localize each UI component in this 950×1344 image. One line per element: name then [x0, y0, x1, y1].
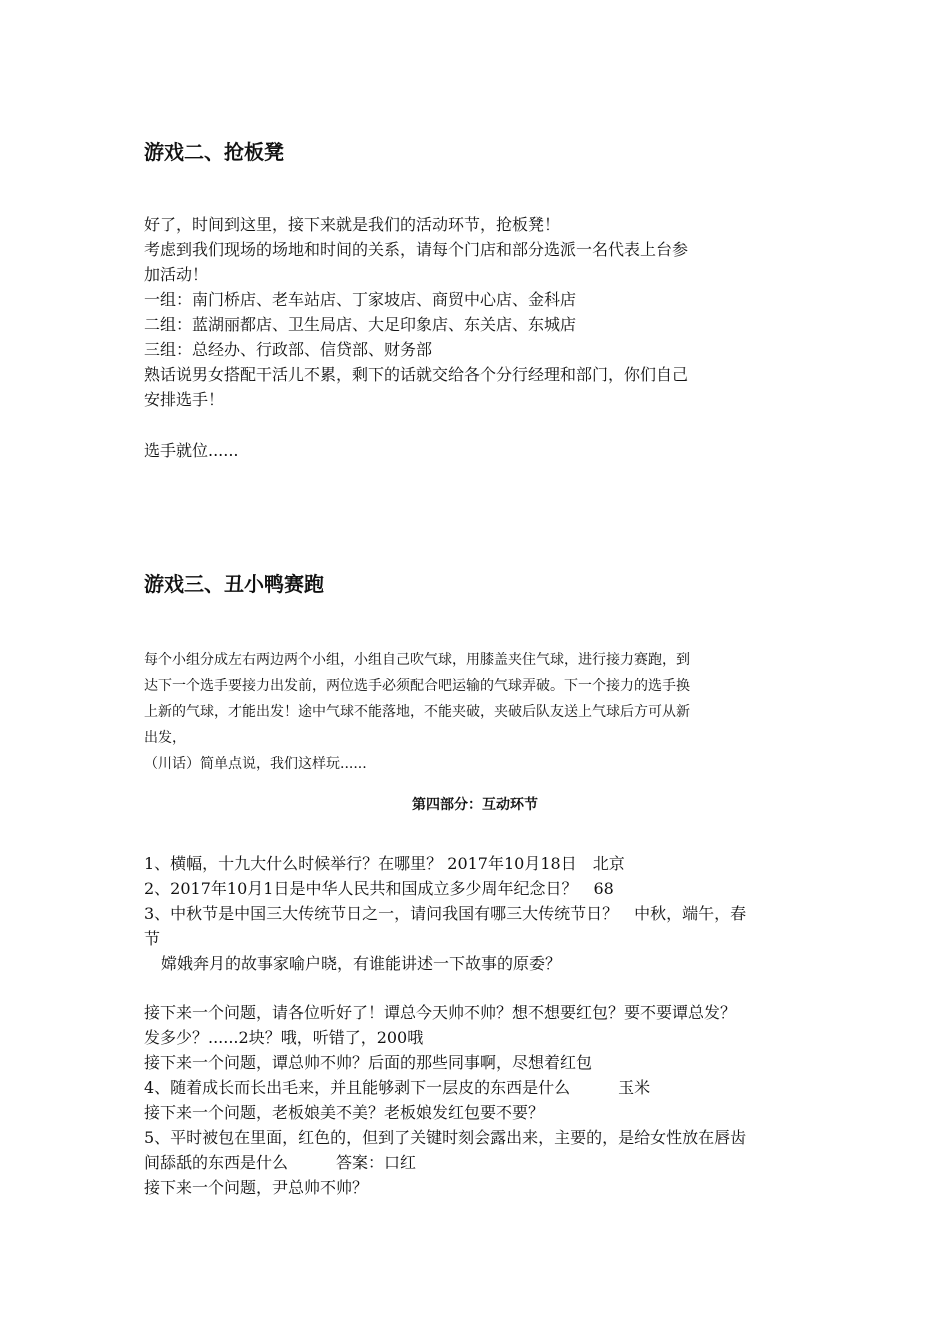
part4-line: 发多少？......2块？哦，听错了，200哦	[144, 1028, 424, 1047]
part4-line: 接下来一个问题，谭总帅不帅？后面的那些同事啊，尽想着红包	[144, 1053, 593, 1072]
part4-line: 2、2017年10月1日是中华人民共和国成立多少周年纪念日？ 68	[144, 879, 614, 898]
part4-line: 5、平时被包在里面，红色的，但到了关键时刻会露出来，主要的，是给女性放在唇齿	[144, 1128, 747, 1147]
game2-title: 游戏二、抢板凳	[144, 140, 284, 164]
game2-closing-block	[144, 438, 806, 463]
part4-line: 接下来一个问题，老板娘美不美？老板娘发红包要不要？	[144, 1103, 545, 1122]
game2-line: 好了，时间到这里，接下来就是我们的活动环节，抢板凳！	[144, 215, 561, 234]
part4-line: 1、横幅，十九大什么时候举行？在哪里？ 2017年10月18日 北京	[144, 854, 625, 873]
game3-body	[144, 647, 806, 777]
game2-line: 安排选手！	[144, 390, 225, 409]
part4-title: 第四部分：互动环节	[412, 797, 538, 813]
part4-line: 间舔舐的东西是什么 答案：口红	[144, 1153, 417, 1172]
game3-title: 游戏三、丑小鸭赛跑	[144, 572, 324, 596]
game2-line: 二组：蓝湖丽都店、卫生局店、大足印象店、东关店、东城店	[144, 315, 577, 334]
game2-line: 加活动！	[144, 265, 209, 284]
part4-line: 4、随着成长而长出毛来，并且能够剥下一层皮的东西是什么 玉米	[144, 1078, 651, 1097]
game2-closing: 选手就位......	[144, 441, 239, 460]
game3-line: 出发，	[144, 730, 186, 746]
part4-line: 接下来一个问题，请各位听好了！谭总今天帅不帅？想不想要红包？要不要谭总发？	[144, 1003, 737, 1022]
game2-line: 考虑到我们现场的场地和时间的关系，请每个门店和部分选派一名代表上台参	[144, 240, 689, 259]
game2-line: 三组：总经办、行政部、信贷部、财务部	[144, 340, 433, 359]
game2-body	[144, 212, 806, 412]
part4-line: 节	[144, 929, 161, 948]
game3-line: 上新的气球，才能出发！途中气球不能落地，不能夹破，夹破后队友送上气球后方可从新	[144, 704, 690, 720]
part4-line: 接下来一个问题，尹总帅不帅？	[144, 1178, 369, 1197]
game3-line: 达下一个选手要接力出发前，两位选手必须配合吧运输的气球弄破。下一个接力的选手换	[144, 678, 690, 694]
game3-line: 每个小组分成左右两边两个小组，小组自己吹气球，用膝盖夹住气球，进行接力赛跑，到	[144, 652, 690, 668]
part4-line: 3、中秋节是中国三大传统节日之一，请问我国有哪三大传统节日？ 中秋，端午，春	[144, 904, 747, 923]
game2-line: 一组：南门桥店、老车站店、丁家坡店、商贸中心店、金科店	[144, 290, 577, 309]
part4-questions-2	[144, 1000, 806, 1200]
part4-questions	[144, 851, 806, 976]
game2-line: 熟话说男女搭配干活儿不累，剩下的话就交给各个分行经理和部门，你们自己	[144, 365, 689, 384]
game3-line: （川话）简单点说，我们这样玩......	[144, 756, 367, 772]
part4-indented-line: 嫦娥奔月的故事家喻户晓，有谁能讲述一下故事的原委？	[161, 954, 562, 973]
